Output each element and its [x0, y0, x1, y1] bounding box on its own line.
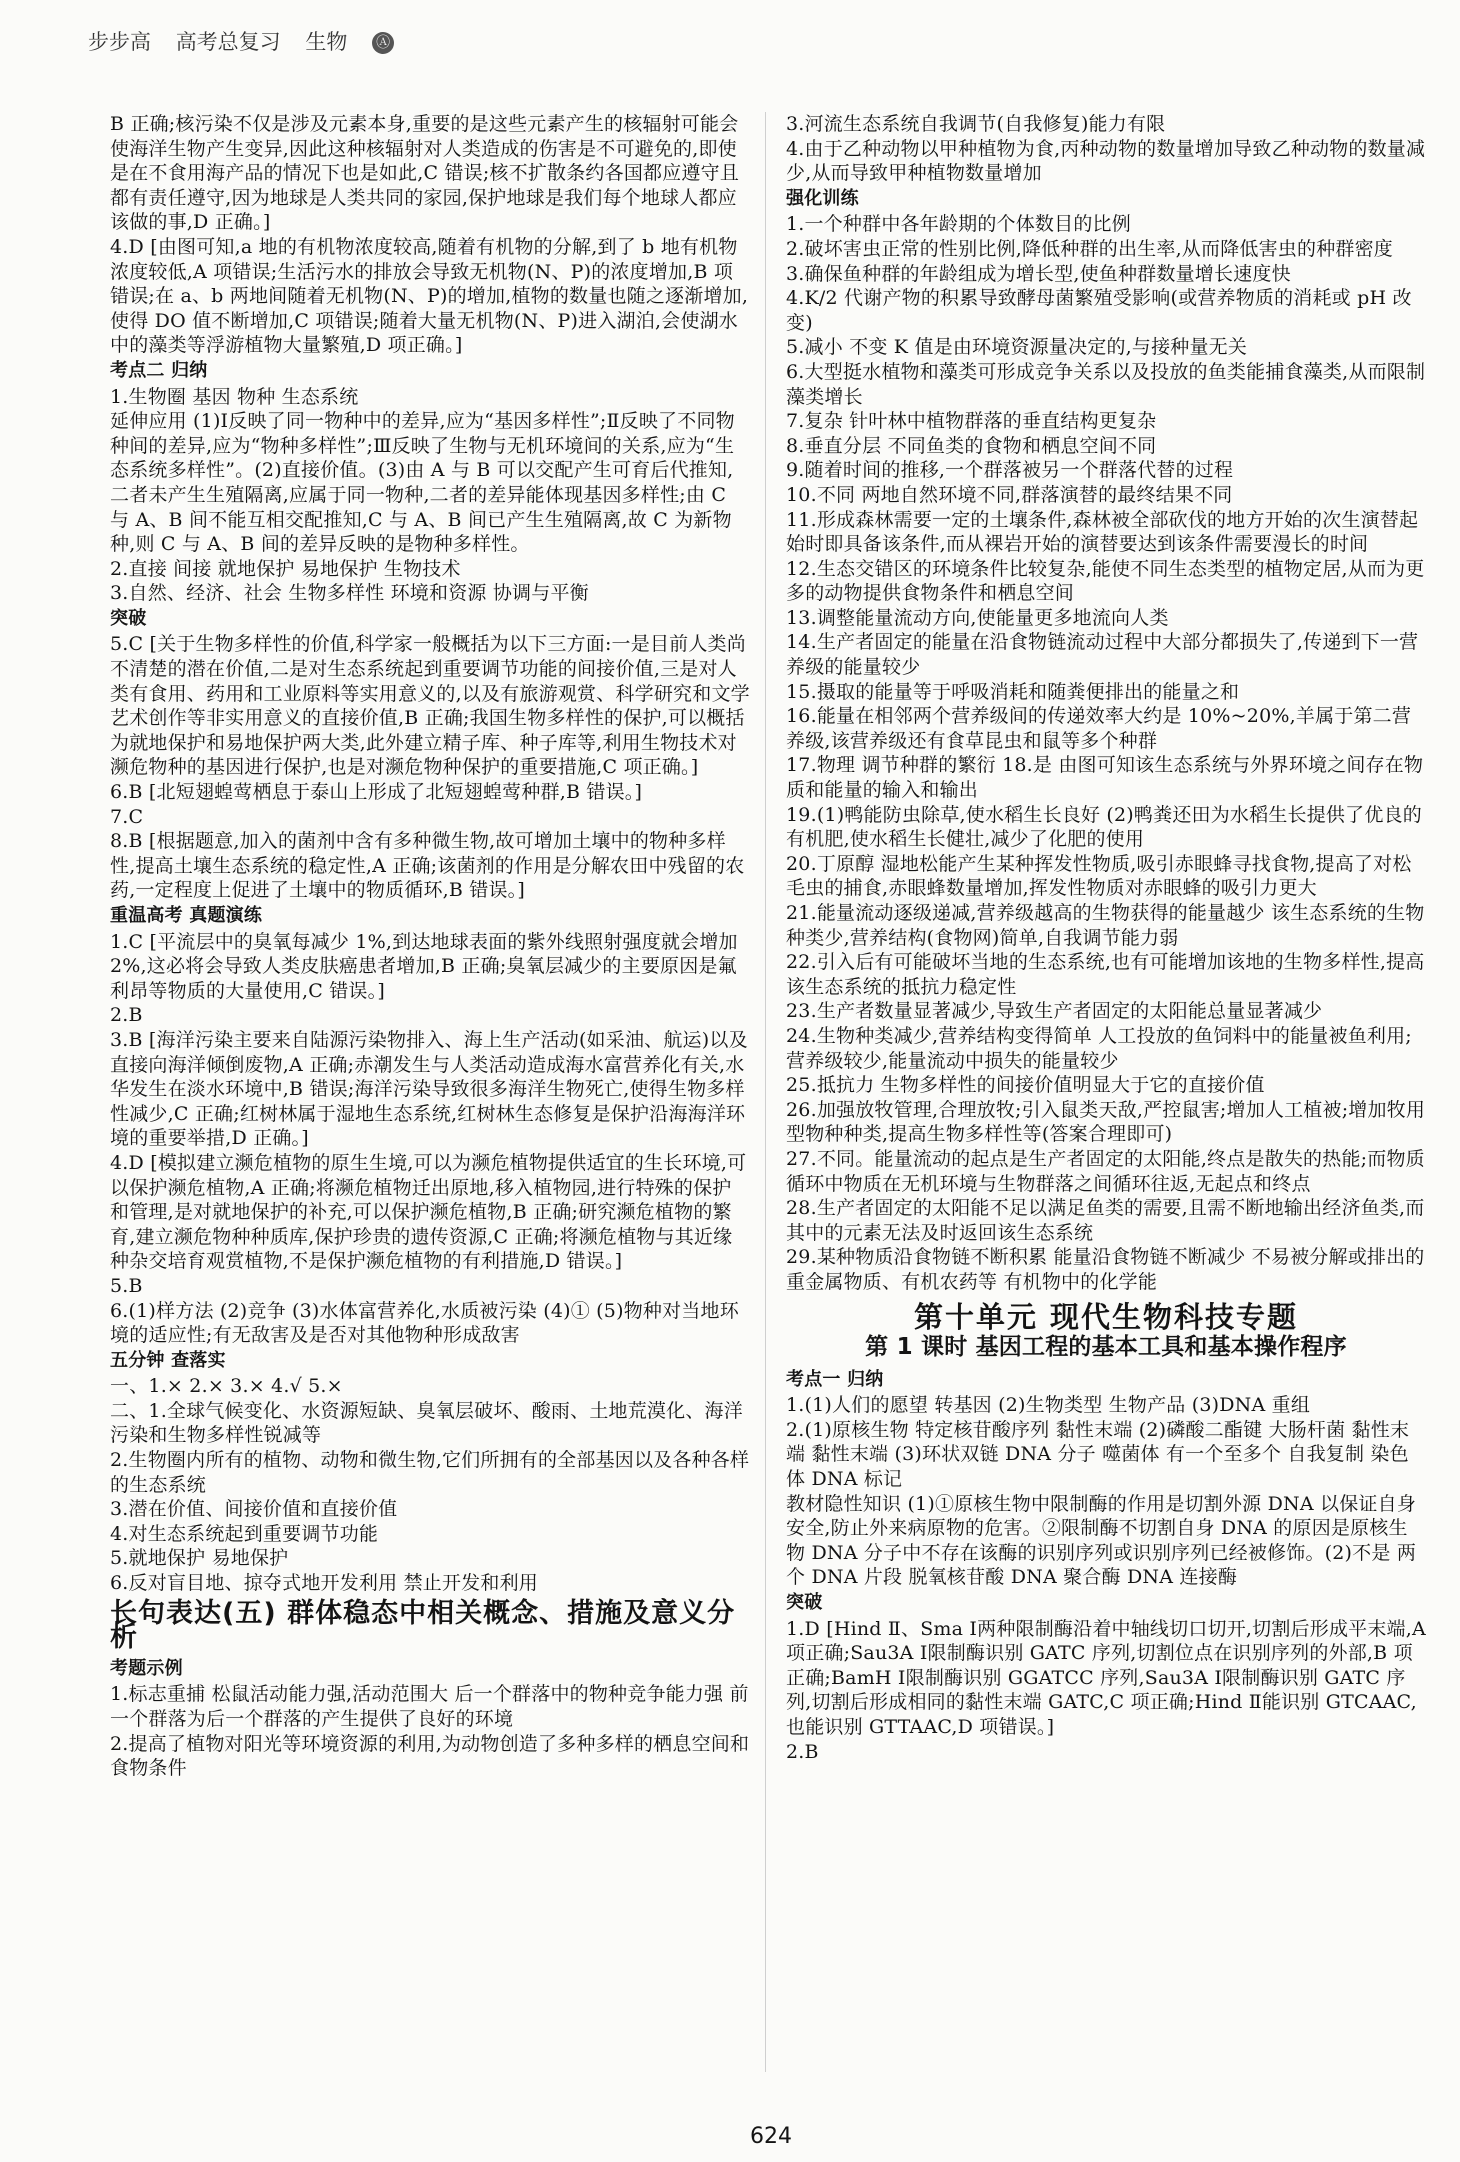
answer-line: 8.B [根据题意,加入的菌剂中含有多种微生物,故可增加土壤中的物种多样性,提高土壤生态系统的稳定性,A 正确;该菌剂的作用是分解农田中残留的农药,一定程度上促进了土壤中的物质循环,B 错误。] [110, 830, 745, 902]
answer-line: 23.生产者数量显著减少,导致生产者固定的太阳能总量显著减少 [786, 1000, 1323, 1023]
unit-title: 第十单元 现代生物科技专题 [913, 1299, 1299, 1334]
answer-line: 3.确保鱼种群的年龄组成为增长型,使鱼种群数量增长速度快 [786, 262, 1291, 285]
answer-line: 6.大型挺水植物和藻类可形成竞争关系以及投放的鱼类能捕食藻类,从而限制藻类增长 [786, 360, 1426, 408]
series-name: 步步高 [88, 30, 151, 54]
answer-line: 25.抵抗力 生物多样性的间接价值明显大于它的直接价值 [786, 1074, 1265, 1097]
answer-line: 4.D [由图可知,a 地的有机物浓度较高,随着有机物的分解,到了 b 地有机物浓度较低,A 项错误;生活污水的排放会导致无机物(N、P)的浓度增加,B 项错误;在 a、b 两地间随着无机物(N、P)的增加,植物的数量也随之逐渐增加,使得 DO 值不断增加,C 项错误;随着大量无机物(N、P)进入湖泊,会使湖水中的藻类等浮游植物大量繁殖,D 项正确。] [110, 235, 749, 357]
answer-line: 20.丁原醇 湿地松能产生某种挥发性物质,吸引赤眼蜂寻找食物,提高了对松毛虫的捕食,赤眼蜂数量增加,挥发性物质对赤眼蜂的吸引力更大 [786, 852, 1412, 900]
answer-line: 21.能量流动逐级递减,营养级越高的生物获得的能量越少 该生态系统的生物种类少,营养结构(食物网)简单,自我调节能力弱 [786, 902, 1425, 949]
answer-line: 2.B [786, 1740, 819, 1763]
right-column [786, 112, 1426, 1764]
answer-line: 12.生态交错区的环境条件比较复杂,能使不同生态类型的植物定居,从而为更多的动物提供食物条件和栖息空间 [786, 557, 1425, 605]
section-heading: 突破 [786, 1592, 823, 1614]
answer-line: 11.形成森林需要一定的土壤条件,森林被全部砍伐的地方开始的次生演替起始时即具备该条件,而从裸岩开始的演替要达到该条件需要漫长的时间 [786, 508, 1419, 556]
answer-line: 5.减小 不变 K 值是由环境资源量决定的,与接种量无关 [786, 336, 1248, 359]
answer-line: 3.B [海洋污染主要来自陆源污染物排入、海上生产活动(如采油、航运)以及直接向海洋倾倒废物,A 正确;赤潮发生与人类活动造成海水富营养化有关,水华发生在淡水环境中,B 错误;海洋污染导致很多海洋生物死亡,使得生物多样性减少,C 正确;红树林属于湿地生态系统,红树林生态修复是保护沿海海洋环境的重要举措,D 正确。] [110, 1028, 748, 1150]
answer-line: 3.自然、经济、社会 生物多样性 环境和资源 协调与平衡 [110, 582, 589, 605]
answer-line: 3.潜在价值、间接价值和直接价值 [110, 1498, 398, 1521]
answer-line: 3.河流生态系统自我调节(自我修复)能力有限 [786, 113, 1166, 135]
answer-line: 6.(1)样方法 (2)竞争 (3)水体富营养化,水质被污染 (4)① (5)物种对当地环境的适应性;有无敌害及是否对其他物种形成敌害 [110, 1299, 739, 1347]
answer-line: 7.复杂 针叶林中植物群落的垂直结构更复杂 [786, 410, 1157, 433]
answer-line: 17.物理 调节种群的繁衍 18.是 由图可知该生态系统与外界环境之间存在物质和能量的输入和输出 [786, 754, 1424, 802]
answer-line: 2.直接 间接 就地保护 易地保护 生物技术 [110, 557, 461, 580]
answer-line: 5.就地保护 易地保护 [110, 1547, 289, 1570]
answer-line: 28.生产者固定的太阳能不足以满足鱼类的需要,且需不断地输出经济鱼类,而其中的元素无法及时返回该生态系统 [786, 1197, 1425, 1244]
section-title: 长句表达(五) 群体稳态中相关概念、措施及意义分析 [110, 1597, 736, 1654]
answer-line: 一、1.× 2.× 3.× 4.√ 5.× [110, 1375, 343, 1398]
section-heading: 考点二 归纳 [110, 359, 208, 381]
answer-line: 2.破坏害虫正常的性别比例,降低种群的出生率,从而降低害虫的种群密度 [786, 237, 1394, 260]
answer-line: 19.(1)鸭能防虫除草,使水稻生长良好 (2)鸭粪还田为水稻生长提供了优良的有机肥,使水稻生长健壮,减少了化肥的使用 [786, 803, 1422, 851]
left-column [110, 112, 750, 1781]
page-number: 624 [750, 2124, 792, 2149]
section-heading: 考点一 归纳 [786, 1368, 884, 1390]
answer-line: 4.由于乙种动物以甲种植物为食,丙种动物的数量增加导致乙种动物的数量减少,从而导致甲种植物数量增加 [786, 137, 1426, 185]
answer-line: 1.标志重捕 松鼠活动能力强,活动范围大 后一个群落中的物种竞争能力强 前一个群落为后一个群落的产生提供了良好的环境 [110, 1683, 749, 1730]
answer-line: 2.B [110, 1004, 143, 1027]
section-heading: 强化训练 [786, 187, 859, 209]
answer-line: 2.(1)原核生物 特定核苷酸序列 黏性末端 (2)磷酸二酯键 大肠杆菌 黏性末端 黏性末端 (3)环状双链 DNA 分子 噬菌体 有一个至多个 自我复制 染色体 DNA 标记 [786, 1418, 1410, 1491]
answer-line: 2.提高了植物对阳光等环境资源的利用,为动物创造了多种多样的栖息空间和食物条件 [110, 1732, 750, 1780]
answer-line: 10.不同 两地自然环境不同,群落演替的最终结果不同 [786, 483, 1233, 506]
section-heading: 突破 [110, 607, 147, 629]
answer-line: 14.生产者固定的能量在沿食物链流动过程中大部分都损失了,传递到下一营养级的能量较少 [786, 631, 1419, 679]
answer-line: 24.生物种类减少,营养结构变得简单 人工投放的鱼饲料中的能量被鱼利用;营养级较少,能量流动中损失的能量较少 [786, 1024, 1412, 1072]
answer-line: 27.不同。能量流动的起点是生产者固定的太阳能,终点是散失的热能;而物质循环中物质在无机环境与生物群落之间循环往返,无起点和终点 [786, 1147, 1425, 1195]
answer-line: 26.加强放牧管理,合理放牧;引入鼠类天敌,严控鼠害;增加人工植被;增加牧用型物种种类,提高生物多样性等(答案合理即可) [786, 1098, 1426, 1146]
answer-line: 1.(1)人们的愿望 转基因 (2)生物类型 生物产品 (3)DNA 重组 [786, 1394, 1311, 1417]
answer-line: 4.D [模拟建立濒危植物的原生生境,可以为濒危植物提供适宜的生长环境,可以保护濒危植物,A 正确;将濒危植物迁出原地,移入植物园,进行特殊的保护和管理,是对就地保护的补充,可以保护濒危植物,B 正确;研究濒危植物的繁育,建立濒危物种种质库,保护珍贵的遗传资源,C 正确;将濒危植物与其近缘种杂交培育观赏植物,不是保护濒危植物的有利措施,D 错误。] [110, 1151, 747, 1273]
answer-line: 2.生物圈内所有的植物、动物和微生物,它们所拥有的全部基因以及各种各样的生态系统 [110, 1449, 750, 1496]
answer-line: 22.引入后有可能破坏当地的生态系统,也有可能增加该地的生物多样性,提高该生态系统的抵抗力稳定性 [786, 951, 1425, 998]
subject-name: 生物 [305, 30, 348, 54]
answer-line: 1.D [Hind Ⅱ、Sma Ⅰ两种限制酶沿着中轴线切口切开,切割后形成平末端,A 项正确;Sau3A Ⅰ限制酶识别 GATC 序列,切割位点在识别序列的外部,B 项正确;BamH Ⅰ限制酶识别 GGATCC 序列,Sau3A Ⅰ限制酶识别 GATC 序列,切割后形成相同的黏性末端 GATC,C 项正确;Hind Ⅱ能识别 GTCAAC,也能识别 GTTAAC,D 项错误。] [786, 1617, 1426, 1738]
answer-line: 4.K/2 代谢产物的积累导致酵母菌繁殖受影响(或营养物质的消耗或 pH 改变) [786, 287, 1412, 334]
answer-line: 9.随着时间的推移,一个群落被另一个群落代替的过程 [786, 459, 1234, 482]
answer-line: 二、1.全球气候变化、水资源短缺、臭氧层破坏、酸雨、土地荒漠化、海洋污染和生物多样性锐减等 [110, 1399, 743, 1447]
answer-line: 5.C [关于生物多样性的价值,科学家一般概括为以下三方面:一是目前人类尚不清楚的潜在价值,二是对生态系统起到重要调节功能的间接价值,三是对人类有食用、药用和工业原料等实用意义的,以及有旅游观赏、科学研究和文学艺术创作等非实用意义的直接价值,B 正确;我国生物多样性的保护,可以概括为就地保护和易地保护两大类,此外建立精子库、种子库等,利用生物技术对濒危物种的基因进行保护,也是对濒危物种保护的重要措施,C 项正确。] [110, 633, 750, 779]
answer-line: 15.摄取的能量等于呼吸消耗和随粪便排出的能量之和 [786, 680, 1240, 703]
answer-line: 5.B [110, 1274, 143, 1297]
answer-line: 29.某种物质沿食物链不断积累 能量沿食物链不断减少 不易被分解或排出的重金属物质、有机农药等 有机物中的化学能 [786, 1246, 1425, 1293]
answer-line: 6.B [北短翅蝗莺栖息于泰山上形成了北短翅蝗莺种群,B 错误。] [110, 781, 643, 804]
section-heading: 重温高考 真题演练 [110, 905, 263, 926]
answer-line: 1.一个种群中各年龄期的个体数目的比例 [786, 213, 1131, 236]
answer-line: 1.生物圈 基因 物种 生态系统 [110, 385, 359, 408]
book-name: 高考总复习 [175, 30, 281, 54]
answer-line: 1.C [平流层中的臭氧每减少 1%,到达地球表面的紫外线照射强度就会增加 2%,这必将会导致人类皮肤癌患者增加,B 正确;臭氧层减少的主要原因是氟利昂等物质的大量使用,C 错误。] [110, 930, 738, 1002]
answer-line: 6.反对盲目地、掠夺式地开发利用 禁止开发和利用 [110, 1572, 538, 1595]
answer-line: 4.对生态系统起到重要调节功能 [110, 1522, 379, 1545]
answer-line: 7.C [110, 805, 144, 828]
answer-line: B 正确;核污染不仅是涉及元素本身,重要的是这些元素产生的核辐射可能会使海洋生物产生变异,因此这种核辐射对人类造成的伤害是不可避免的,即使是在不食用海产品的情况下也是如此,C 错误;核不扩散条约各国都应遵守且都有责任遵守,因为地球是人类共同的家园,保护地球是我们每个地球人都应该做的事,D 正确。] [110, 113, 740, 234]
section-heading: 考题示例 [110, 1657, 183, 1679]
answer-line: 延伸应用 (1)Ⅰ反映了同一物种中的差异,应为“基因多样性”;Ⅱ反映了不同物种间的差异,应为“物种多样性”;Ⅲ反映了生物与无机环境间的关系,应为“生态系统多样性”。(2)直接价值。(3)由 A 与 B 可以交配产生可育后代推知,二者未产生生殖隔离,应属于同一物种,二者的差异能体现基因多样性;由 C 与 A、B 间不能互相交配推知,C 与 A、B 间已产生生殖隔离,故 C 为新物种,则 C 与 A、B 间的差异反映的是物种多样性。 [110, 410, 735, 556]
column-divider [765, 112, 766, 2072]
answer-line: 16.能量在相邻两个营养级间的传递效率大约是 10%~20%,羊属于第二营养级,该营养级还有食草昆虫和鼠等多个种群 [786, 705, 1412, 752]
answer-line: 8.垂直分层 不同鱼类的食物和栖息空间不同 [786, 434, 1157, 457]
answer-line: 教材隐性知识 (1)①原核生物中限制酶的作用是切割外源 DNA 以保证自身安全,防止外来病原物的危害。②限制酶不切割自身 DNA 的原因是原核生物 DNA 分子中不存在该酶的识别序列或识别序列已经被修饰。(2)不是 两个 DNA 片段 脱氧核苷酸 DNA 聚合酶 DNA 连接酶 [786, 1492, 1417, 1589]
answer-line: 13.调整能量流动方向,使能量更多地流向人类 [786, 606, 1169, 629]
page-header [88, 26, 1388, 78]
edition-badge: Ⓐ [372, 32, 394, 54]
lesson-title: 第 1 课时 基因工程的基本工具和基本操作程序 [865, 1334, 1347, 1361]
section-heading: 五分钟 查落实 [110, 1349, 226, 1371]
